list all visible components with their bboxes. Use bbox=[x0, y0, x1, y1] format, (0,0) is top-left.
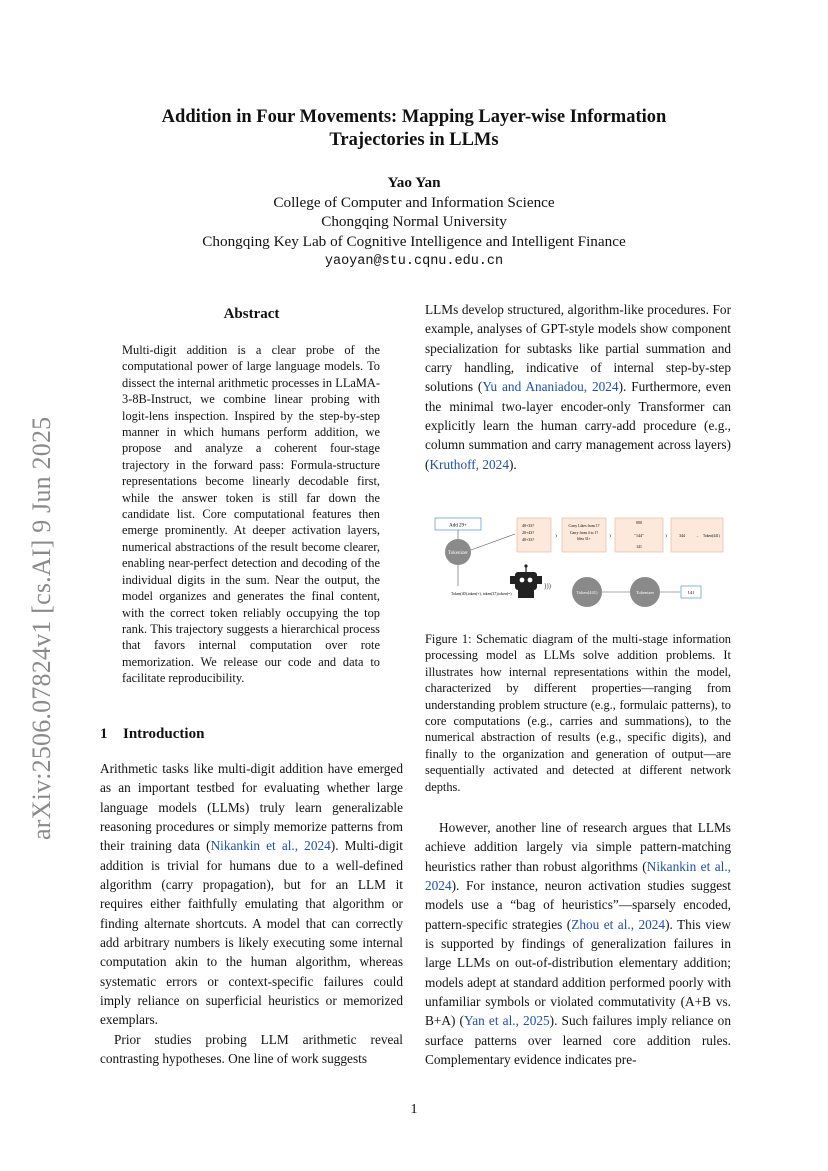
output-label: 141 bbox=[687, 590, 695, 595]
intro-paragraph-2: Prior studies probing LLM arithmetic reveal contrasting hypotheses. One line of work suggests bbox=[100, 1031, 403, 1067]
section-heading bbox=[100, 726, 204, 743]
abstract-text: Multi-digit addition is a clear probe of the computational power of large language models. To dissect the internal arithmetic processes in LLaMA-3-8B-Instruct, we combine linear probing with logit-lens inspection. Inspired by the step-by-step manner in which humans perform addition, we propose and analyze a coherent four-stage trajectory in the forward pass: Formula-structure representations become linearly decodable first, while the answer token is still far down the candidate list. Core computational features then emerge prominently. At deeper activation layers, numerical abstractions of the result become clearer, enabling near-perfect detection and decoding of the individual digits in the sum. Near the output, the model organizes and generates the final content, with the correct token reliably occupying the top rank. This trajectory suggests a hierarchical process that favors internal computation over rote memorization. We release our code and data to facilitate reproducibility. bbox=[122, 343, 380, 686]
paper-title bbox=[100, 106, 728, 152]
chevron-right-icon: › bbox=[555, 531, 558, 540]
right-paragraph-2: However, another line of research argues that LLMs achieve addition largely via simple pattern-matching heuristics rather than robust algorithms (Nikankin et al., 2024). For instance, neuron activation studies suggest models use a “bag of heuristics”—sparsely encoded, pattern-specific strategies (Zhou et al., 2024). This view is supported by findings of generalization failures in large LLMs on out-of-distribution elementary addition; models adept at standard addition performed poorly with unfamiliar symbols or violated commutativity (A+B vs. B+A) (Yan et al., 2025). Such failures imply reliance on surface patterns over learned core addition rules. Complementary evidence indicates pre- bbox=[425, 820, 731, 1068]
right-paragraph-1: LLMs develop structured, algorithm-like procedures. For example, analyses of GPT-style models show component specialization for subtasks like partial summation and carry handling, indicative of internal step-by-step solutions (Yu and Ananiadou, 2024). Furthermore, even the minimal two-layer encoder-only Transformer can explicitly learn the human carry-add procedure (e.g., column summation and carry management across layers) (Kruthoff, 2024). bbox=[425, 302, 731, 472]
title-line-1: Addition in Four Movements: Mapping Layer-wise Information bbox=[161, 107, 667, 127]
token-list-label: Token(40),token(+), token(37),token(=) bbox=[451, 592, 512, 596]
section-number: 1 bbox=[100, 726, 108, 742]
input-label: Add 29+ bbox=[449, 523, 467, 529]
arxiv-stamp: arXiv:2506.07824v1 [cs.AI] 9 Jun 2025 bbox=[27, 416, 56, 840]
figure-1-diagram bbox=[425, 510, 731, 620]
tokenizer-2-label: Tokenizer bbox=[636, 590, 654, 595]
sound-waves-icon: ))) bbox=[544, 582, 551, 590]
affiliation-3: Chongqing Key Lab of Cognitive Intelligence and Intelligent Finance bbox=[202, 233, 626, 251]
page-number: 1 bbox=[410, 1102, 418, 1117]
section-title: Introduction bbox=[123, 726, 205, 742]
citation-link[interactable]: Yan et al., 2025 bbox=[463, 1013, 550, 1029]
citation-link[interactable]: Nikankin et al., 2024 bbox=[425, 858, 731, 894]
figure-caption: Figure 1: Schematic diagram of the multi-stage information processing model as LLMs solve addition problems. It illustrates how internal representations within the model, characterized by different properties—ranging from understanding problem structure (e.g., formulaic patterns), to core computations (e.g., carries and summations), to the numerical abstraction of results (e.g., specific digits), and finally to the organization and generation of output—are sequentially activated and detected at different network depths. bbox=[425, 632, 731, 794]
abstract-heading: Abstract bbox=[223, 306, 280, 322]
stage-1-line-2: 20+43? bbox=[522, 530, 535, 535]
chevron-right-icon: › bbox=[665, 531, 668, 540]
stage-3-top: 000 bbox=[636, 521, 642, 525]
right-column-bottom bbox=[425, 818, 731, 1069]
robot-icon bbox=[510, 564, 542, 598]
intro-column bbox=[100, 759, 403, 1069]
title-line-2: Trajectories in LLMs bbox=[329, 130, 499, 150]
right-column-top bbox=[425, 300, 731, 474]
stage-1-line-1: 40+33? bbox=[522, 523, 535, 528]
token-node-label: Token(441) bbox=[576, 590, 598, 595]
stage-1-line-3: 40+33? bbox=[522, 537, 535, 542]
citation-link[interactable]: Nikankin et al., 2024 bbox=[210, 838, 331, 854]
chevron-right-icon: › bbox=[609, 531, 612, 540]
author-name: Yao Yan bbox=[387, 174, 441, 191]
stage-2-line-2: Carry from 4 to 1? bbox=[569, 531, 599, 535]
stage-4-b: Token(441) bbox=[703, 534, 720, 538]
stage-2-line-3: Idea 31+ bbox=[577, 537, 591, 541]
intro-paragraph-1: Arithmetic tasks like multi-digit addition have emerged as an important testbed for evaluating whether large language models (LLMs) truly learn generalizable reasoning procedures or simply memorize patterns from their training data (Nikankin et al., 2024). Multi-digit addition is trivial for humans due to a well-defined algorithm (carry propagation), but for an LLM it requires either faithfully emulating that algorithm or finding alternate shortcuts. A model that can correctly add arbitrary numbers is likely executing some internal computation akin to the human algorithm, whereas systematic errors or context-specific failures could imply reliance on superficial heuristics or memorized exemplars. bbox=[100, 761, 403, 1028]
stage-4-a: 344 bbox=[679, 533, 685, 538]
arrow-right-icon: → bbox=[695, 533, 699, 538]
stage-2-line-1: Carry Likes from 1? bbox=[568, 524, 600, 528]
citation-link[interactable]: Yu and Ananiadou, 2024 bbox=[482, 379, 619, 395]
stage-3-bottom: 141 bbox=[636, 545, 642, 549]
affiliation-1: College of Computer and Information Science bbox=[273, 193, 555, 211]
author-block bbox=[100, 173, 728, 272]
citation-link[interactable]: Zhou et al., 2024 bbox=[571, 916, 666, 932]
affiliation-2: Chongqing Normal University bbox=[321, 213, 507, 231]
stage-3-mid: "144" bbox=[634, 533, 644, 538]
author-email: yaoyan@stu.cqnu.edu.cn bbox=[324, 253, 504, 269]
tokenizer-label: Tokenizer bbox=[448, 551, 468, 556]
citation-link[interactable]: Kruthoff, 2024 bbox=[429, 456, 509, 472]
